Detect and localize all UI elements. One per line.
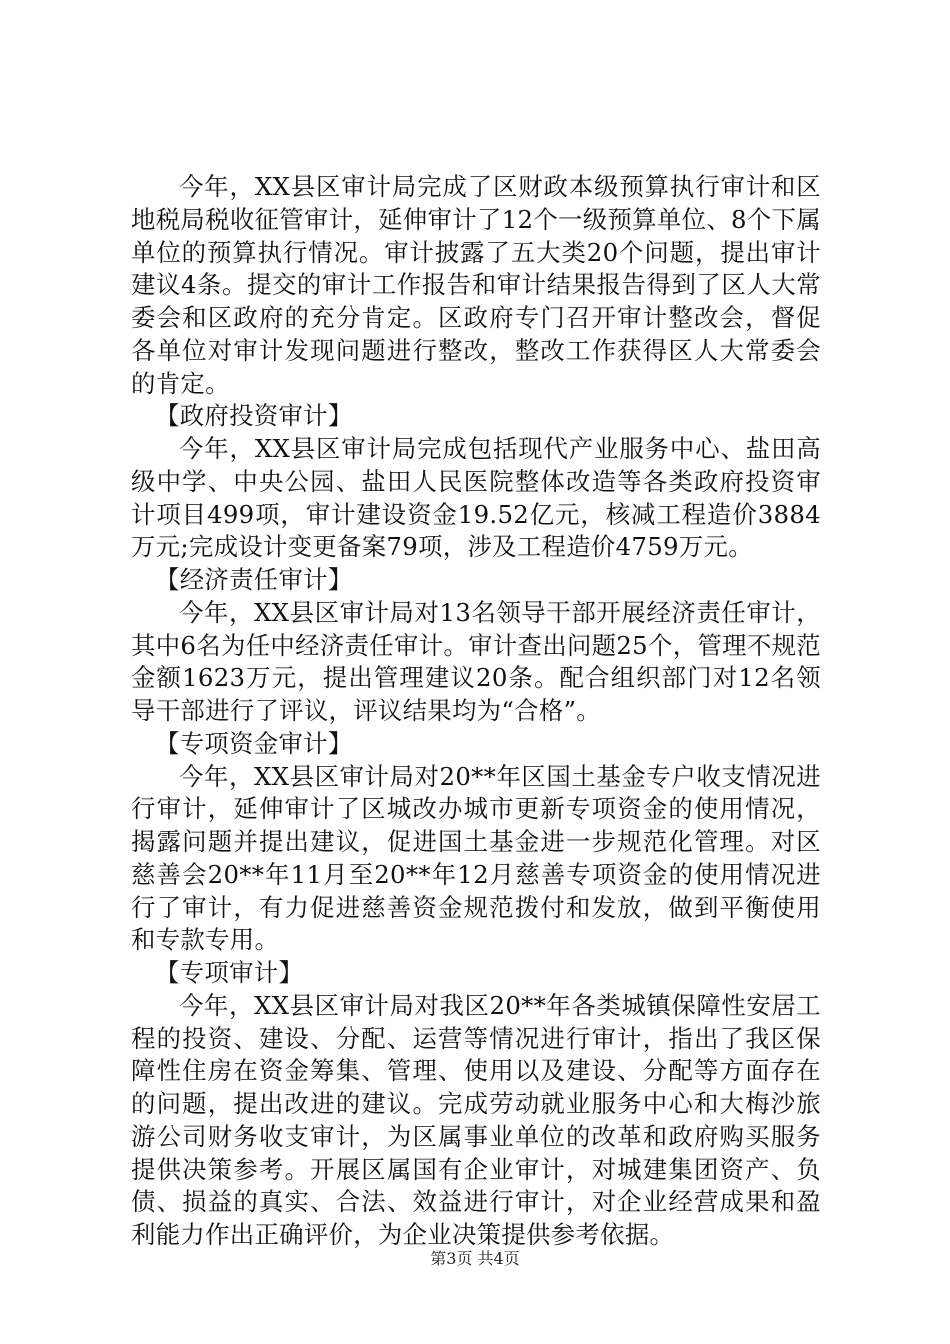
paragraph-government-investment-audit: 今年，XX县区审计局完成包括现代产业服务中心、盐田高级中学、中央公园、盐田人民医院整体改造等各类政府投资审计项目499项，审计建设资金19.52亿元，核减工程造价3884万元;完成设计变更备案79项，涉及工程造价4759万元。 bbox=[131, 434, 821, 562]
page-number-footer: 第3页 共4页 bbox=[430, 1249, 520, 1268]
heading-special-fund-audit: 【专项资金审计】 bbox=[155, 728, 353, 758]
heading-government-investment-audit: 【政府投资审计】 bbox=[155, 401, 353, 431]
paragraph-budget-audit: 今年，XX县区审计局完成了区财政本级预算执行审计和区地税局税收征管审计，延伸审计了12个一级预算单位、8个下属单位的预算执行情况。审计披露了五大类20个问题，提出审计建议4条。提交的审计工作报告和审计结果报告得到了区人大常委会和区政府的充分肯定。区政府专门召开审计整改会，督促各单位对审计发现问题进行整改，整改工作获得区人大常委会的肯定。 bbox=[131, 172, 821, 398]
heading-economic-responsibility-audit: 【经济责任审计】 bbox=[155, 565, 353, 594]
document-body bbox=[131, 171, 821, 1252]
heading-special-audit: 【专项审计】 bbox=[155, 958, 304, 987]
paragraph-economic-responsibility-audit: 今年，XX县区审计局对13名领导干部开展经济责任审计，其中6名为任中经济责任审计。审计查出问题25个，管理不规范金额1623万元，提出管理建议20条。配合组织部门对12名领导干部进行了评议，评议结果均为“合格”。 bbox=[131, 597, 821, 725]
paragraph-special-fund-audit: 今年，XX县区审计局对20**年区国土基金专户收支情况进行审计，延伸审计了区城改办城市更新专项资金的使用情况，揭露问题并提出建议，促进国土基金进一步规范化管理。对区慈善会20**年11月至20**年12月慈善专项资金的使用情况进行了审计，有力促进慈善资金规范拨付和发放，做到平衡使用和专款专用。 bbox=[131, 761, 821, 955]
paragraph-special-audit: 今年，XX县区审计局对我区20**年各类城镇保障性安居工程的投资、建设、分配、运营等情况进行审计，指出了我区保障性住房在资金筹集、管理、使用以及建设、分配等方面存在的问题，提出改进的建议。完成劳动就业服务中心和大梅沙旅游公司财务收支审计，为区属事业单位的改革和政府购买服务提供决策参考。开展区属国有企业审计，对城建集团资产、负债、损益的真实、合法、效益进行审计，对企业经营成果和盈利能力作出正确评价，为企业决策提供参考依据。 bbox=[131, 990, 821, 1249]
